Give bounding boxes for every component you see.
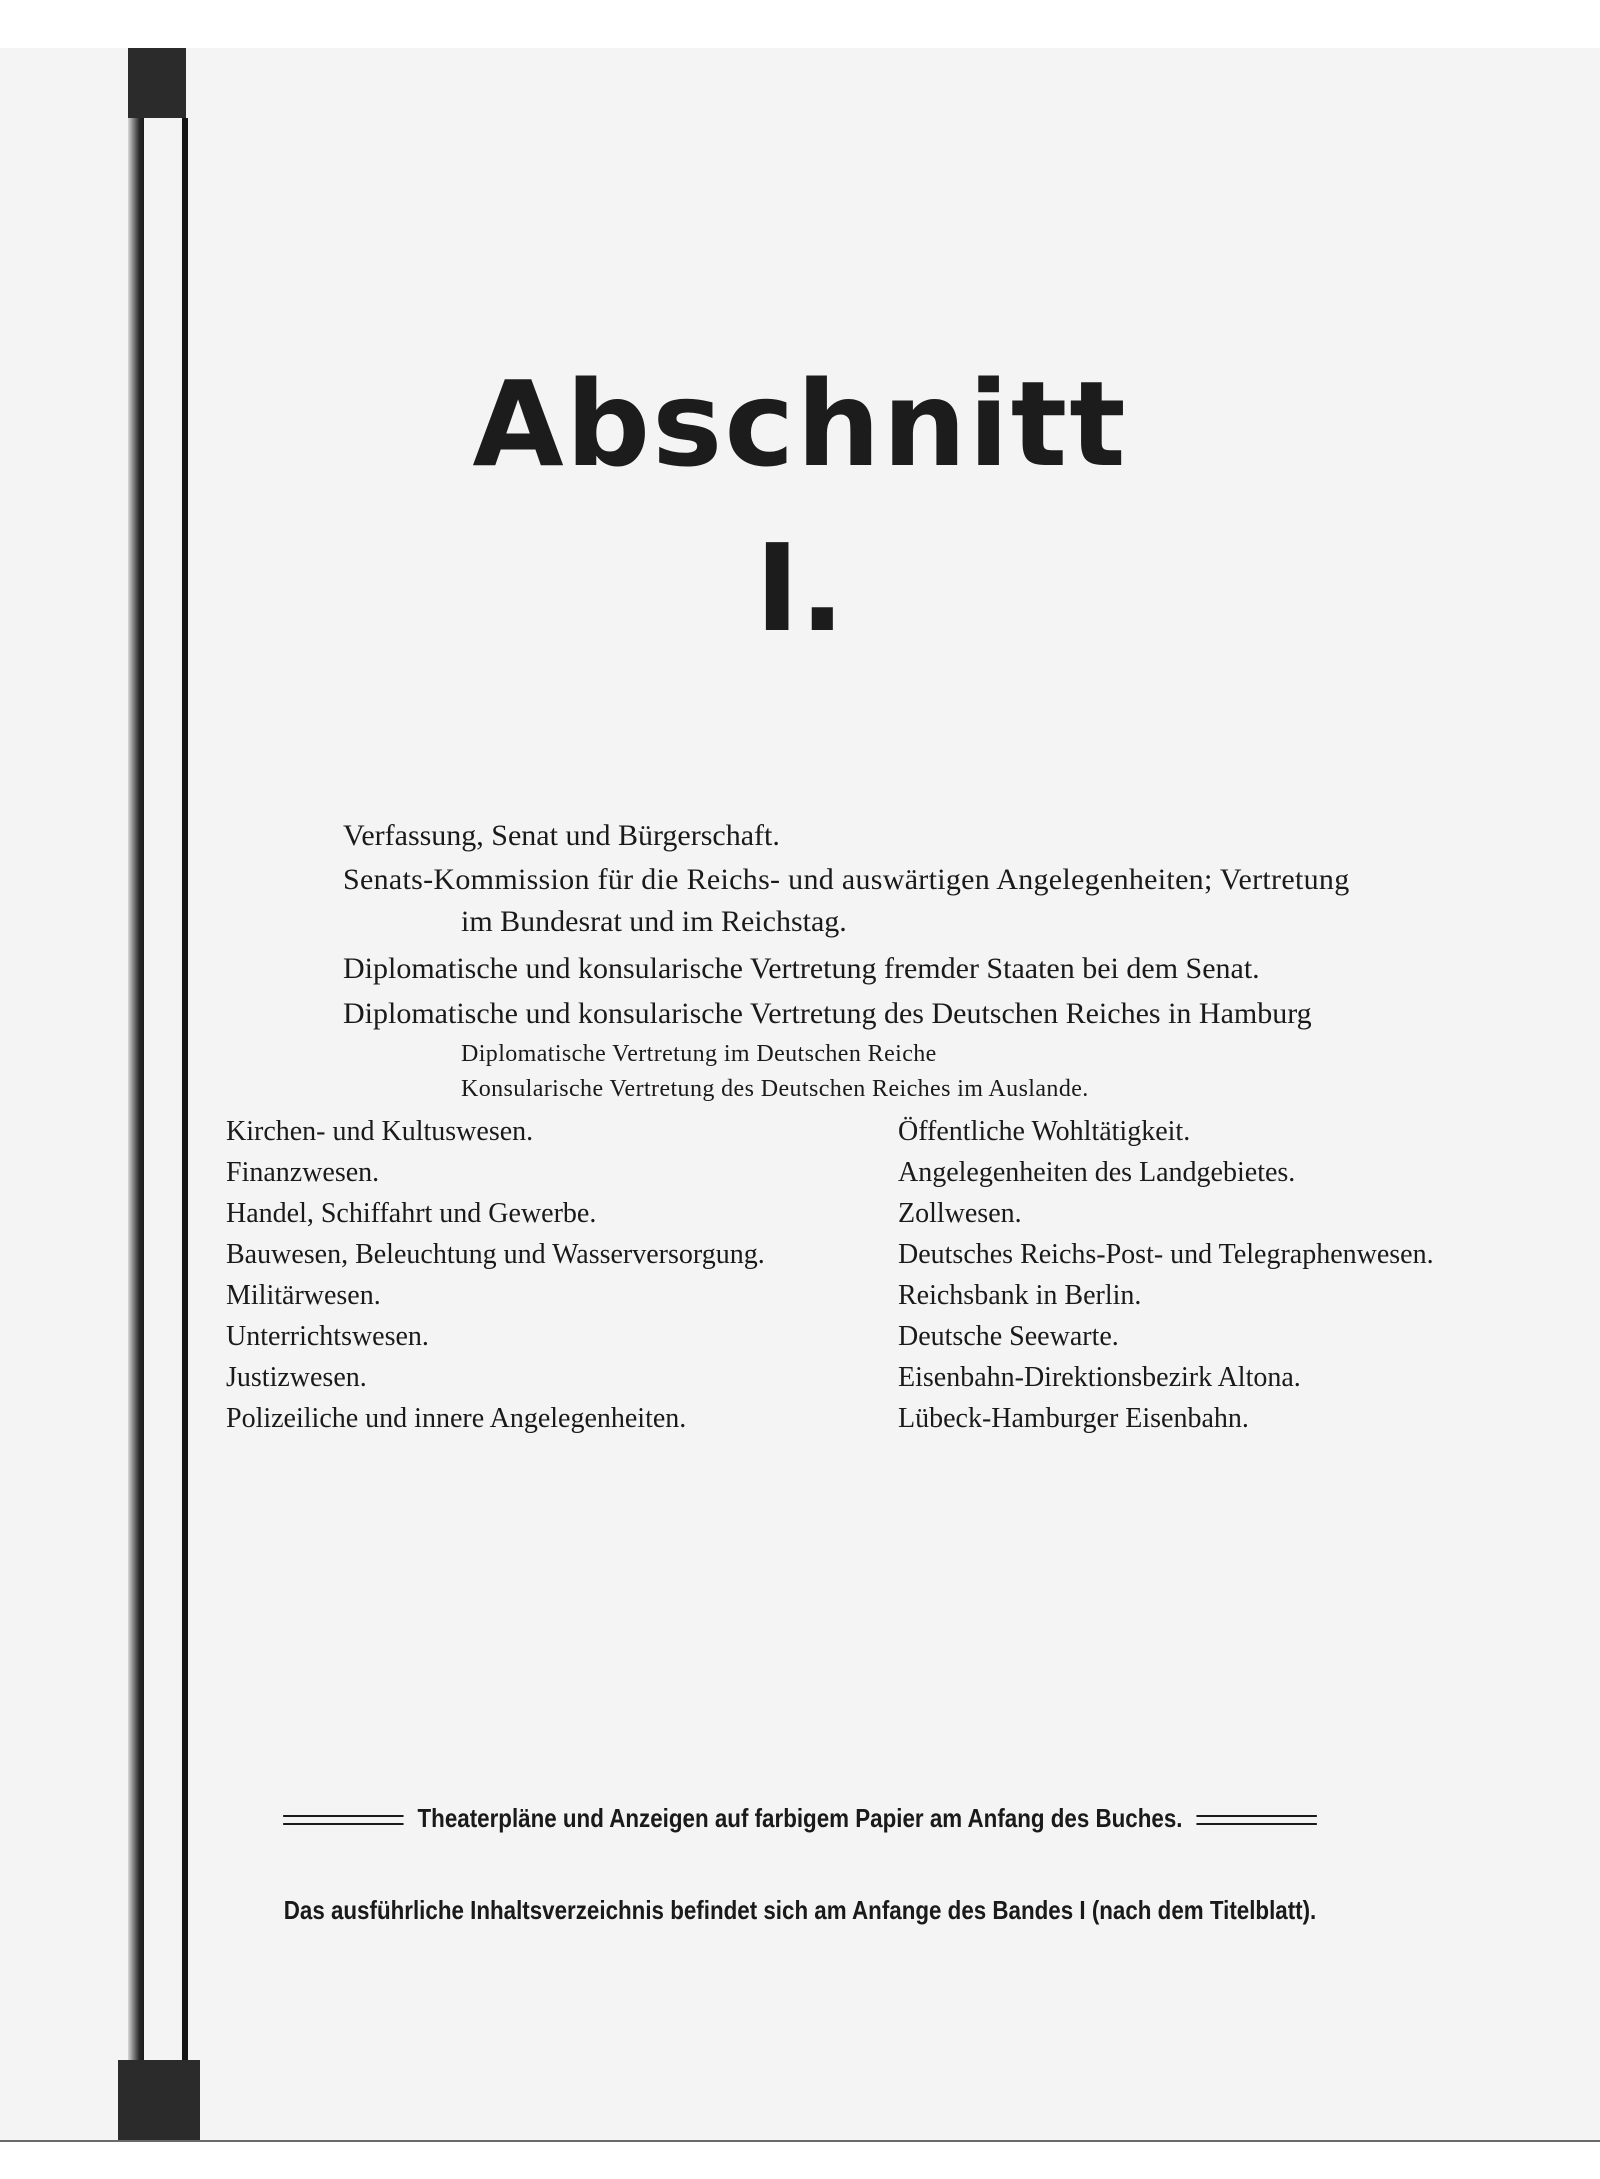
intro-line: Senats-Kommission für die Reichs- und auswärtigen Angelegenheiten; Vertretung xyxy=(343,863,1350,896)
index-notice: Das ausführliche Inhaltsverzeichnis befindet sich am Anfange des Bandes I (nach dem Titelblatt). xyxy=(283,1895,1317,1925)
intro-line: Diplomatische und konsularische Vertretung fremder Staaten bei dem Senat. xyxy=(343,952,1260,985)
intro-subline: Diplomatische Vertretung im Deutschen Reiche xyxy=(461,1041,937,1067)
intro-subline: Konsularische Vertretung des Deutschen Reiches im Auslande. xyxy=(461,1076,1089,1102)
list-item: Öffentliche Wohltätigkeit. xyxy=(898,1116,1191,1147)
left-column xyxy=(226,1111,765,1439)
intro-line: Verfassung, Senat und Bürgerschaft. xyxy=(343,819,780,852)
binding-clip-top xyxy=(128,48,186,118)
list-item: Deutsche Seewarte. xyxy=(898,1321,1119,1352)
list-item: Militärwesen. xyxy=(226,1280,381,1311)
scan-margin-bottom xyxy=(0,2140,1600,2179)
list-item: Polizeiliche und innere Angelegenheiten. xyxy=(226,1403,687,1434)
list-item: Angelegenheiten des Landgebietes. xyxy=(898,1157,1296,1188)
list-item: Handel, Schiffahrt und Gewerbe. xyxy=(226,1198,597,1229)
list-item: Zollwesen. xyxy=(898,1198,1022,1229)
section-title: Abschnitt xyxy=(472,355,1128,493)
section-number: I. xyxy=(754,520,846,659)
list-item: Reichsbank in Berlin. xyxy=(898,1280,1142,1311)
double-rule-right xyxy=(1196,1815,1316,1825)
list-item: Kirchen- und Kultuswesen. xyxy=(226,1116,534,1147)
list-item: Unterrichtswesen. xyxy=(226,1321,429,1352)
binding-clip-bottom xyxy=(118,2060,200,2140)
intro-line: Diplomatische und konsularische Vertretung des Deutschen Reiches in Hamburg xyxy=(343,997,1312,1030)
double-rule-left xyxy=(283,1815,403,1825)
list-item: Finanzwesen. xyxy=(226,1157,380,1188)
list-item: Justizwesen. xyxy=(226,1362,367,1393)
list-item: Eisenbahn-Direktionsbezirk Altona. xyxy=(898,1362,1301,1393)
list-item: Deutsches Reichs-Post- und Telegraphenwesen. xyxy=(898,1239,1434,1270)
intro-line: im Bundesrat und im Reichstag. xyxy=(461,905,847,938)
theater-notice xyxy=(112,1803,1488,1834)
list-item: Bauwesen, Beleuchtung und Wasserversorgung. xyxy=(226,1239,765,1270)
theater-notice-text: Theaterpläne und Anzeigen auf farbigem Papier am Anfang des Buches. xyxy=(417,1803,1183,1833)
scan-margin-top xyxy=(0,0,1600,48)
list-item: Lübeck-Hamburger Eisenbahn. xyxy=(898,1403,1249,1434)
right-column xyxy=(898,1111,1434,1439)
